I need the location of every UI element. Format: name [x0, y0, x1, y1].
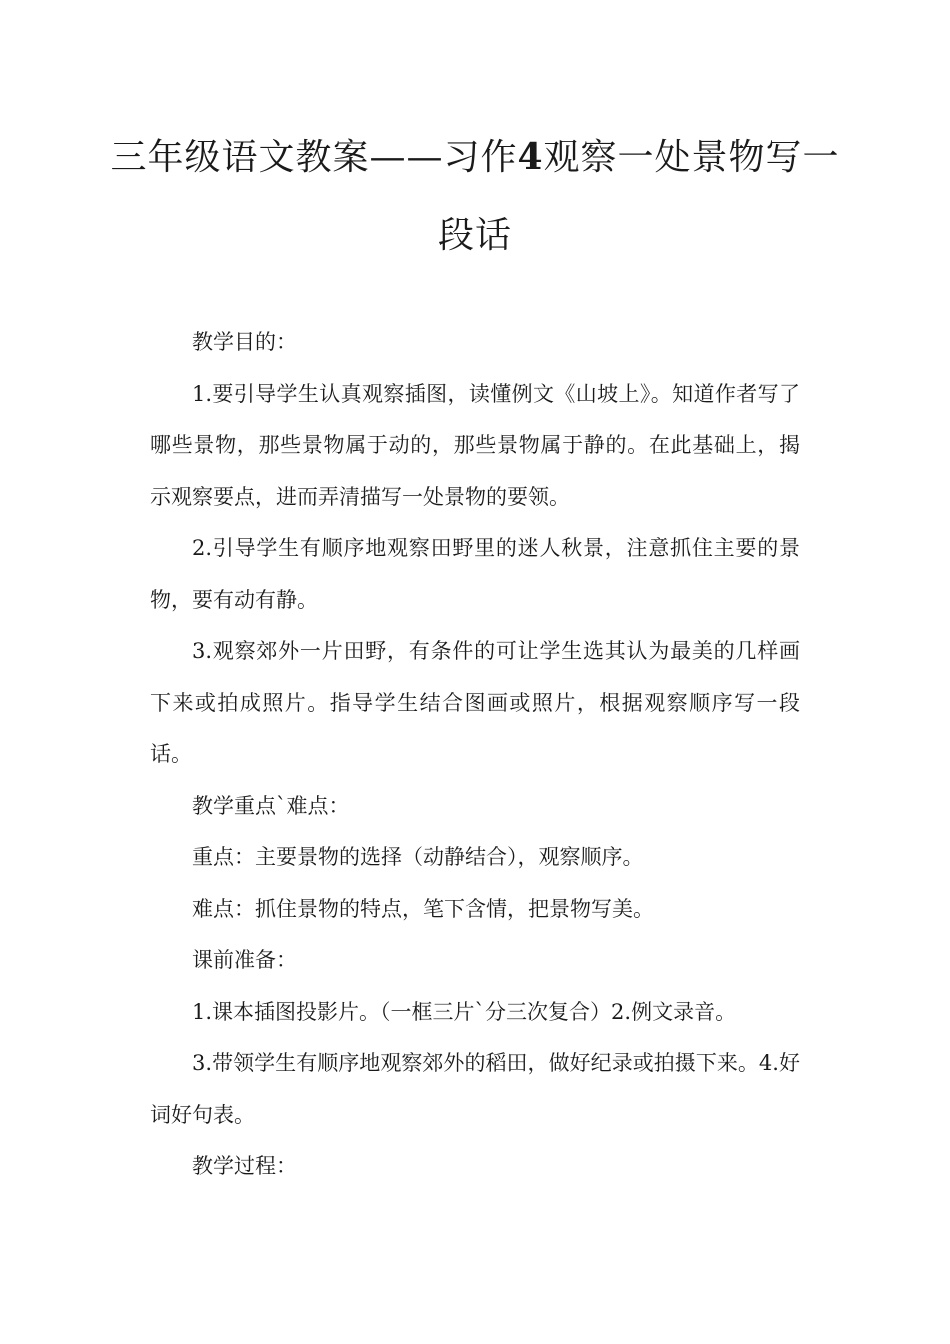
paragraph-objective-3: 3.观察郊外一片田野，有条件的可让学生选其认为最美的几样画下来或拍成照片。指导学生结合图画或照片，根据观察顺序写一段话。 — [150, 639, 800, 766]
paragraph-key-point: 重点：主要景物的选择（动静结合），观察顺序。 — [192, 845, 644, 869]
paragraph-objective-2: 2.引导学生有顺序地观察田野里的迷人秋景，注意抓住主要的景物，要有动有静。 — [150, 536, 800, 612]
title-text-part1: 三年级语文教案——习作 — [110, 137, 518, 178]
paragraph-preparation-1: 1.课本插图投影片。（一框三片`分三次复合）2.例文录音。 — [192, 999, 737, 1024]
section-heading-key-points: 教学重点`难点： — [192, 793, 350, 818]
paragraph-objective-1: 1.要引导学生认真观察插图，读懂例文《山坡上》。知道作者写了哪些景物，那些景物属于动的，那些景物属于静的。在此基础上，揭示观察要点，进而弄清描写一处景物的要领。 — [150, 381, 800, 509]
section-heading-process: 教学过程： — [192, 1154, 297, 1178]
document-title — [100, 118, 850, 275]
paragraph-difficulty: 难点：抓住景物的特点，笔下含情，把景物写美。 — [192, 896, 654, 921]
document-body — [150, 317, 800, 1193]
title-text-part2: 观察一处景物写一段话 — [437, 137, 840, 256]
title-number: 4 — [517, 136, 544, 178]
section-heading-objectives: 教学目的： — [192, 330, 297, 354]
section-heading-preparation: 课前准备： — [192, 948, 297, 972]
paragraph-preparation-2: 3.带领学生有顺序地观察郊外的稻田，做好纪录或拍摄下来。4.好词好句表。 — [150, 1051, 800, 1127]
